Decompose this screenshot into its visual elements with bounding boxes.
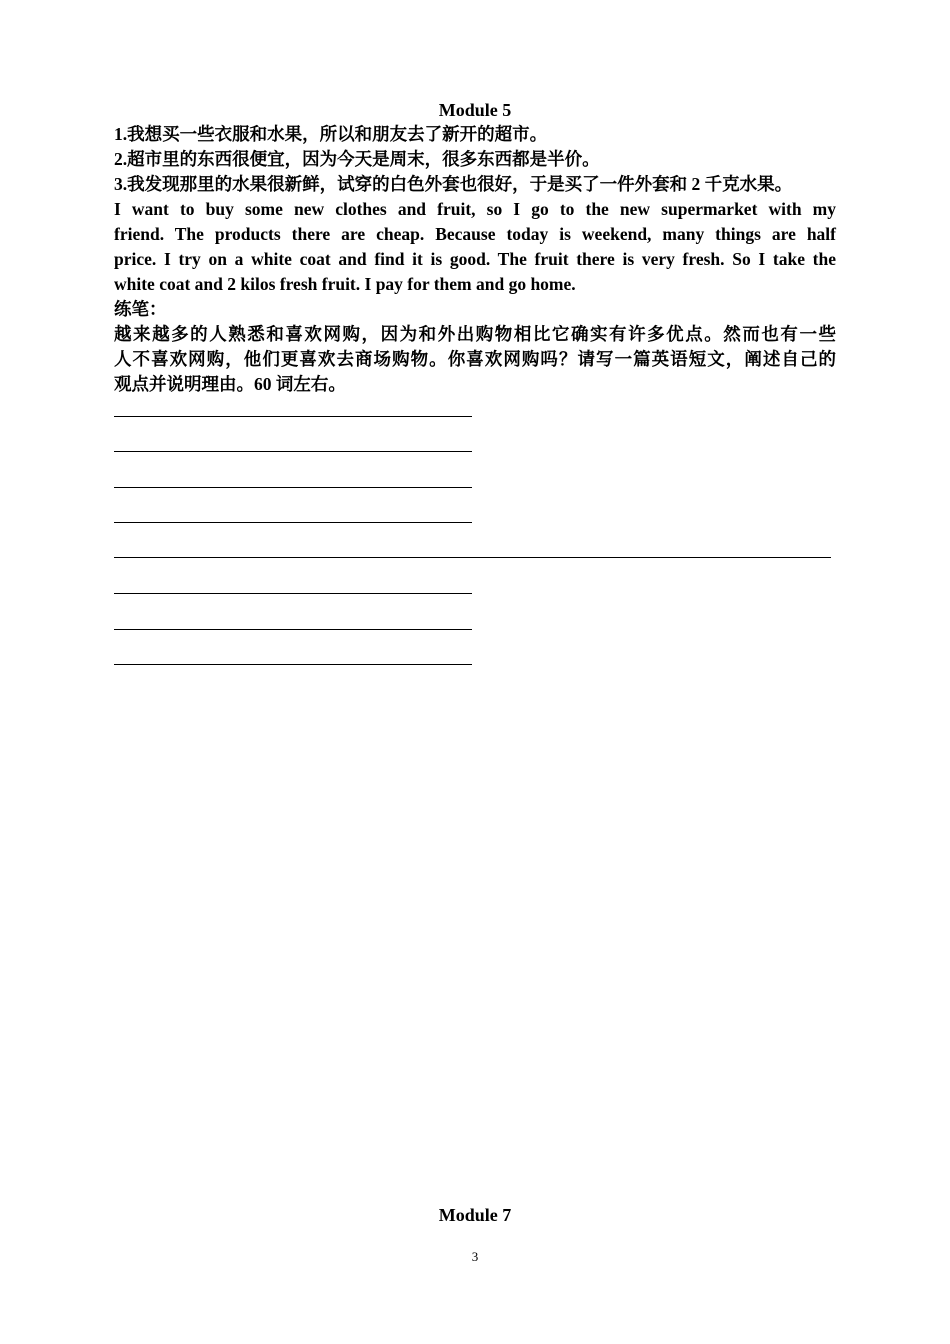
exercise-content bbox=[114, 122, 836, 397]
english-line-2: friend. The products there are cheap. Because today is weekend, many things are half bbox=[114, 224, 836, 244]
writing-line-1 bbox=[114, 416, 472, 417]
module-7-title: Module 7 bbox=[438, 1205, 512, 1225]
sentence-1: 1.我想买一些衣服和水果，所以和朋友去了新开的超市。 bbox=[114, 124, 548, 144]
sentence-3: 3.我发现那里的水果很新鲜，试穿的白色外套也很好，于是买了一件外套和 2 千克水果。 bbox=[114, 174, 793, 194]
writing-line-5 bbox=[114, 557, 831, 558]
module-5-title: Module 5 bbox=[438, 100, 512, 120]
prompt-line-1: 越来越多的人熟悉和喜欢网购，因为和外出购物相比它确实有许多优点。然而也有一些 bbox=[114, 324, 836, 344]
page-number: 3 bbox=[471, 1249, 479, 1264]
writing-line-2 bbox=[114, 451, 472, 452]
writing-line-4 bbox=[114, 522, 472, 523]
english-line-4: white coat and 2 kilos fresh fruit. I pay for them and go home. bbox=[114, 274, 576, 294]
english-line-3: price. I try on a white coat and find it is good. The fruit there is very fresh. So I take the bbox=[114, 249, 836, 269]
writing-line-3 bbox=[114, 487, 472, 488]
sentence-2: 2.超市里的东西很便宜，因为今天是周末，很多东西都是半价。 bbox=[114, 149, 600, 169]
english-line-1: I want to buy some new clothes and fruit, so I go to the new supermarket with my bbox=[114, 199, 836, 219]
practice-label: 练笔： bbox=[114, 299, 167, 319]
writing-line-7 bbox=[114, 629, 472, 630]
writing-line-8 bbox=[114, 664, 472, 665]
prompt-line-2: 人不喜欢网购，他们更喜欢去商场购物。你喜欢网购吗？请写一篇英语短文，阐述自己的 bbox=[114, 349, 836, 369]
prompt-line-3: 观点并说明理由。60 词左右。 bbox=[114, 374, 346, 394]
writing-line-6 bbox=[114, 593, 472, 594]
